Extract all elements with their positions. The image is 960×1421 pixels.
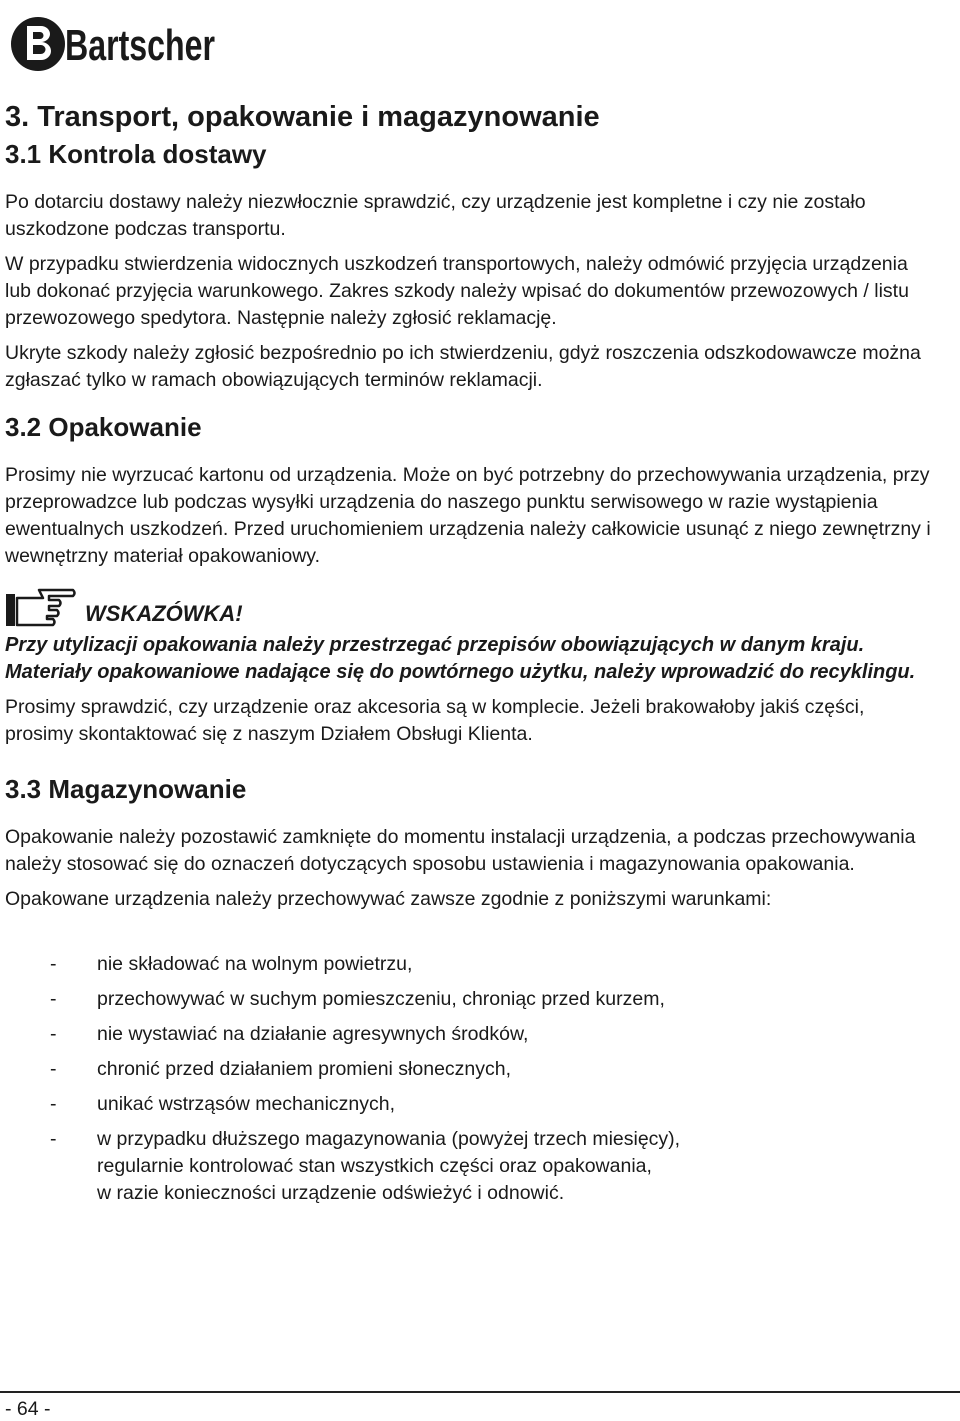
note-header (5, 582, 935, 628)
list-dash: - (50, 988, 57, 1010)
section-heading-3-1: 3.1 Kontrola dostawy (5, 139, 267, 169)
page-number: - 64 - (5, 1398, 51, 1420)
chapter-title: 3. Transport, opakowanie i magazynowanie (5, 101, 600, 133)
paragraph: Opakowane urządzenia należy przechowywać zawsze zgodnie z poniższymi warunkami: (5, 888, 772, 910)
storage-conditions-list (5, 951, 935, 1207)
logo-graphic (8, 4, 218, 76)
list-dash: - (50, 1128, 57, 1150)
note-text: Przy utylizacji opakowania należy przestrzegać przepisów obowiązujących w danym kraju. Materiały opakowaniowe nadające się do powtórnego użytku, należy wprowadzić do recyklingu. (5, 634, 916, 683)
list-item (5, 951, 935, 978)
bartscher-logo (8, 4, 218, 76)
list-dash: - (50, 1023, 57, 1045)
paragraph: Ukryte szkody należy zgłosić bezpośrednio po ich stwierdzeniu, gdyż roszczenia odszkodowawcze można zgłaszać tylko w ramach obowiązujących terminów reklamacji. (5, 342, 921, 391)
list-dash: - (50, 1058, 57, 1080)
document-body (5, 100, 935, 1215)
paragraph: W przypadku stwierdzenia widocznych uszkodzeń transportowych, należy odmówić przyjęcia urządzenia lub dokonać przyjęcia warunkowego. Zakres szkody należy wpisać do dokumentów przewozowych / listu przewozowego spedytora. Następnie należy zgłosić reklamację. (5, 253, 909, 329)
list-item-text: chronić przed działaniem promieni słonecznych, (97, 1058, 512, 1080)
list-item-text: nie wystawiać na działanie agresywnych środków, (97, 1023, 529, 1045)
section-heading-3-2: 3.2 Opakowanie (5, 412, 202, 442)
logo-wordmark: Bartscher (65, 21, 215, 70)
list-item-text: unikać wstrząsów mechanicznych, (97, 1093, 396, 1115)
list-item (5, 1056, 935, 1083)
list-dash: - (50, 1093, 57, 1115)
list-item (5, 1126, 935, 1207)
list-item-text: nie składować na wolnym powietrzu, (97, 953, 413, 975)
paragraph: Po dotarciu dostawy należy niezwłocznie sprawdzić, czy urządzenie jest kompletne i czy nie zostało uszkodzone podczas transportu. (5, 191, 866, 240)
paragraph: Opakowanie należy pozostawić zamknięte do momentu instalacji urządzenia, a podczas przechowywania należy stosować się do oznaczeń dotyczących sposobu ustawienia i magazynowania opakowania. (5, 826, 916, 875)
list-item (5, 986, 935, 1013)
footer-divider (0, 1391, 960, 1393)
list-item (5, 1091, 935, 1118)
pointing-hand-icon (5, 586, 77, 628)
paragraph: Prosimy nie wyrzucać kartonu od urządzenia. Może on być potrzebny do przechowywania urządzenia, przy przeprowadzce lub podczas wysyłki urządzenia do naszego punktu serwisowego w razie wystąpienia ewentualnych uszkodzeń. Przed uruchomieniem urządzenia należy całkowicie usunąć z niego zewnętrzny i wewnętrzny materiał opakowaniowy. (5, 464, 931, 567)
section-heading-3-3: 3.3 Magazynowanie (5, 774, 247, 804)
list-dash: - (50, 953, 57, 975)
list-item-text: przechowywać w suchym pomieszczeniu, chroniąc przed kurzem, (97, 988, 665, 1010)
list-item-text: regularnie kontrolować stan wszystkich części oraz opakowania, (97, 1155, 652, 1177)
list-item-text: w przypadku dłuższego magazynowania (powyżej trzech miesięcy), (97, 1128, 681, 1150)
list-item-text: w razie konieczności urządzenie odświeżyć i odnowić. (97, 1182, 565, 1204)
list-item (5, 1021, 935, 1048)
paragraph: Prosimy sprawdzić, czy urządzenie oraz akcesoria są w komplecie. Jeżeli brakowałoby jakiś części, prosimy skontaktować się z naszym Działem Obsługi Klienta. (5, 696, 865, 745)
note-title: WSKAZÓWKA! (85, 601, 243, 626)
